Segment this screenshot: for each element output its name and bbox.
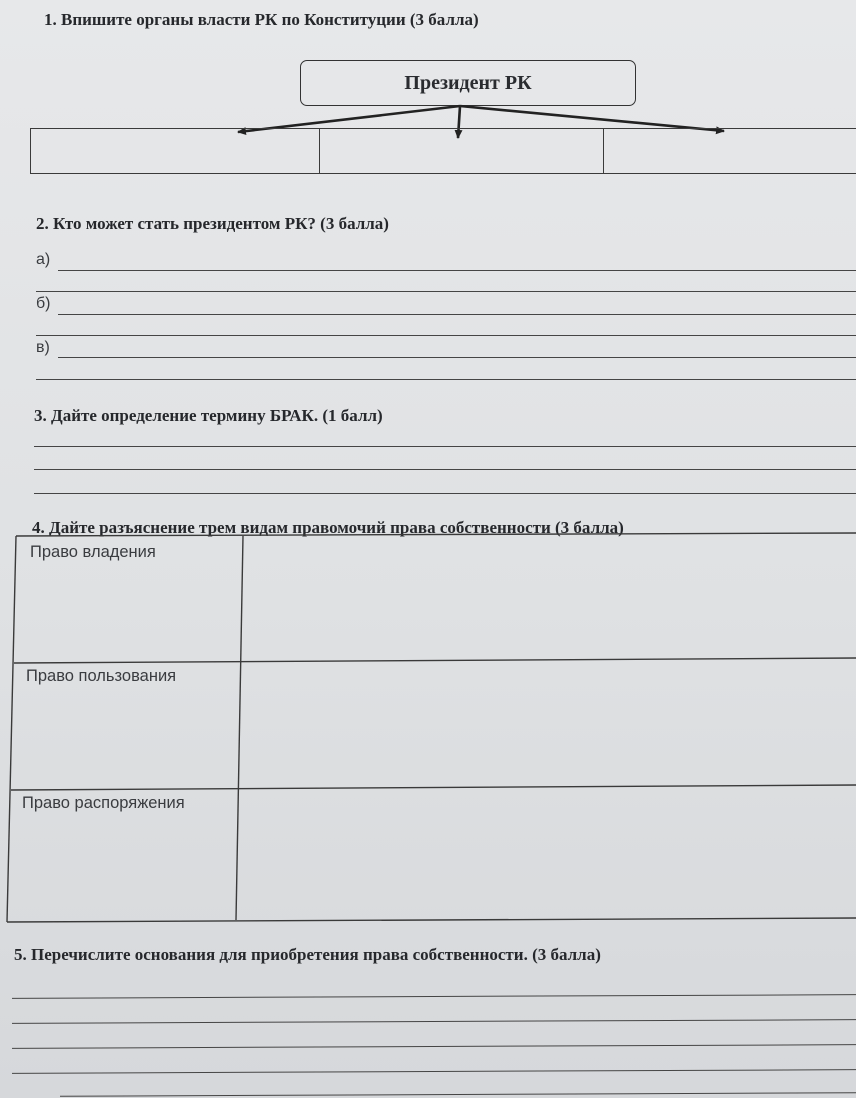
answer-cell-possession[interactable] [244, 540, 854, 660]
answer-line[interactable] [34, 493, 856, 494]
question-4-title: 4. Дайте разъяснение трем видам правомочий права собственности (3 балла) [32, 518, 624, 537]
option-a-label: а) [36, 251, 51, 268]
organ-cell-2[interactable] [319, 128, 604, 174]
answer-cell-use[interactable] [242, 664, 854, 786]
answer-line[interactable] [58, 314, 856, 315]
answer-line[interactable] [58, 357, 856, 358]
answer-cell-disposal[interactable] [239, 790, 854, 916]
answer-line[interactable] [36, 379, 856, 380]
question-5-title: 5. Перечислите основания для приобретения права собственности. (3 балла) [14, 945, 601, 964]
organ-cell-3[interactable] [603, 128, 856, 174]
answer-line[interactable] [34, 446, 856, 447]
option-v-label: в) [36, 339, 50, 356]
organ-cell-1[interactable] [30, 128, 320, 174]
question-1-title: 1. Впишите органы власти РК по Конституции (3 балла) [44, 10, 479, 29]
answer-line[interactable] [58, 270, 856, 271]
answer-line[interactable] [12, 1069, 856, 1074]
president-label: Президент РК [404, 71, 532, 94]
answer-line[interactable] [12, 1044, 856, 1049]
table-row-label-possession: Право владения [30, 543, 156, 561]
question-2-title: 2. Кто может стать президентом РК? (3 балла) [36, 214, 389, 233]
table-row-label-use: Право пользования [26, 667, 177, 685]
answer-line[interactable] [60, 1092, 856, 1096]
question-3-title: 3. Дайте определение термину БРАК. (1 балл) [34, 406, 383, 425]
answer-line[interactable] [34, 469, 856, 470]
option-b-label: б) [36, 295, 51, 312]
answer-line[interactable] [12, 1019, 856, 1024]
answer-line[interactable] [36, 335, 856, 336]
answer-line[interactable] [36, 291, 856, 292]
table-row-label-disposal: Право распоряжения [22, 794, 185, 812]
answer-line[interactable] [12, 994, 856, 999]
